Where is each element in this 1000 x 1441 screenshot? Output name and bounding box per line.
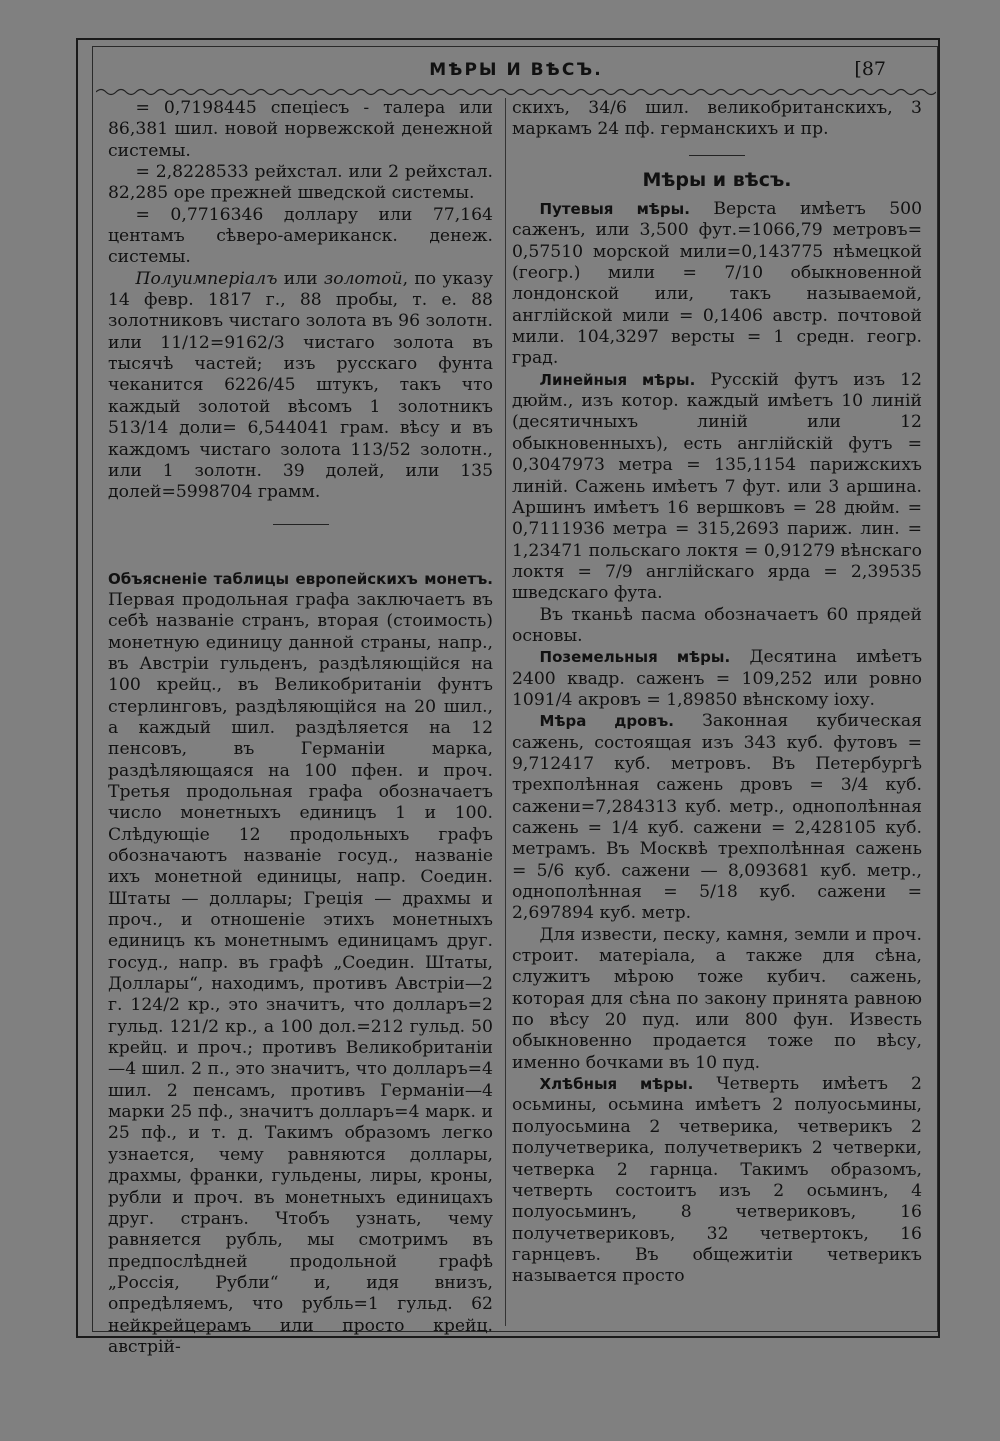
coin-paragraph: = 0,7198445 спецiесъ - талера или 86,381 шил. новой норвежской денежной системы. [108, 98, 493, 161]
linear-text: Русскiй футъ изъ 12 дюйм., изъ котор. каждый имѣетъ 10 линiй (десятичныхъ линiй или 12 обыкновенныхъ), есть англiйскiй футъ = 0,3047973 метра = 135,1154 парижскихъ линiй. Сажень имѣетъ 7 фут. или 3 аршина. Аршинъ имѣетъ 16 вершковъ = 28 дюйм. = 0,7111936 метра = 315,2693 париж. лин. = 1,23471 польскаго локтя = 0,91279 вѣнскаго локтя = 7/9 англiйскаго ярда = 2,39535 шведскаго фута. [512, 369, 922, 604]
column-divider [505, 98, 506, 1326]
land-label: Поземельныя мѣры. [539, 648, 731, 667]
continuation-paragraph: скихъ, 34/6 шил. великобританскихъ, 3 маркамъ 24 пф. германскихъ и пр. [512, 98, 922, 140]
section-separator [273, 524, 329, 525]
wavy-header-rule [96, 87, 936, 97]
coin-paragraph: = 0,7716346 доллару или 77,164 центамъ сѣверо-американск. денеж. системы. [108, 204, 493, 268]
section-separator [689, 155, 745, 156]
text-segment: , по указу 14 февр. 1817 г., 88 пробы, т. е. 88 золотниковъ чистаго золота въ 96 золотн. или 11/12=9162/3 чистаго золота въ тысячѣ частей; изъ русскаго фунта чеканится 6226/45 штукъ, такъ что каждый золотой вѣсомъ 1 золотникъ 513/14 доли= 6,544041 грам. вѣсу и въ каждомъ чистаго золота 113/52 золотн., или 1 золотн. 39 долей, или 135 долей=5998704 грамм. [108, 268, 493, 503]
linear-paragraph [512, 370, 922, 605]
explanation-text: Первая продольная графа заключаетъ въ себѣ названiе странъ, вторая (стоимость) монетную единицу данной страны, напр., въ Австрiи гульденъ, раздѣляющiйся на 100 крейц., въ Великобританiи фунтъ стерлинговъ, раздѣляющiйся на 20 шил., а каждый шил. раздѣляется на 12 пенсовъ, въ Германiи марка, раздѣляющаяся на 100 пфен. и проч. Третья продольная графа обозначаетъ число монетныхъ единицъ 1 и 100. Слѣдующiе 12 продольныхъ графъ обозначаютъ названiе госуд., названiе ихъ монетной единицы, напр. Соедин. Штаты — доллары; Грецiя — драхмы и проч., и отношенiе этихъ монетныхъ единицъ къ монетнымъ единицамъ друг. госуд., напр. въ графѣ „Соедин. Штаты, Доллары“, находимъ, противъ Австрiи—2 г. 124/2 кр., это значитъ, что долларъ=2 гульд. 121/2 кр., а 100 дол.=212 гульд. 50 крейц. и проч.; противъ Великобританiи—4 шил. 2 п., это значитъ, что долларъ=4 шил. 2 пенсамъ, противъ Германiи—4 марки 25 пф., значитъ долларъ=4 марк. и 25 пф., и т. д. Такимъ образомъ легко узнается, чему равняются доллары, драхмы, франки, гульдены, лиры, кроны, рубли и проч. въ монетныхъ единицахъ друг. странъ. Чтобъ узнать, чему равняется рубль, мы смотримъ въ предпослѣдней продольной графѣ „Россiя, Рубли“ и, идя внизъ, опредѣляемъ, что рубль=1 гульд. 62 нейкрейцерамъ или просто крейц. австрiй- [108, 589, 493, 1357]
pasma-paragraph: Въ тканьѣ пасма обозначаетъ 60 прядей основы. [512, 604, 922, 646]
page-header [96, 56, 936, 86]
land-text: Десятина имѣетъ 2400 квадр. саженъ = 109,252 или ровно 1091/4 акровъ = 1,89850 вѣнскому iоху. [512, 647, 923, 710]
linear-label: Линейныя мѣры. [539, 370, 696, 389]
grain-paragraph [512, 1074, 922, 1287]
explanation-title: Объясненiе таблицы европейскихъ монетъ. [108, 569, 493, 588]
term-zolotoy: золотой [323, 268, 403, 289]
land-paragraph [512, 647, 922, 711]
grain-label: Хлѣбныя мѣры. [539, 1075, 694, 1094]
text-segment: или [277, 268, 324, 289]
spacer [108, 545, 493, 569]
term-poluimperial: Полуимперiалъ [135, 268, 278, 289]
travel-label: Путевыя мѣры. [539, 200, 690, 219]
wood-label: Мѣра дровъ. [539, 712, 674, 731]
wood-text: Законная кубическая сажень, состоящая изъ 343 куб. футовъ = 9,712417 куб. метровъ. Въ Петербургѣ трехполѣнная сажень дровъ = 3/4 куб. сажени=7,284313 куб. метр., однополѣнная сажень = 1/4 куб. сажени = 2,428105 куб. метрамъ. Въ Москвѣ трехполѣнная сажень = 5/6 куб. сажени — 8,093681 куб. метр., однополѣнная = 5/18 куб. сажени = 2,697894 куб. метр. [512, 711, 923, 924]
travel-paragraph [512, 199, 922, 370]
section-title: Мѣры и вѣсъ. [642, 168, 792, 191]
running-title: МѢРЫ И ВѢСЪ. [429, 60, 603, 80]
wood-paragraph [512, 711, 922, 924]
poluimperial-paragraph [108, 269, 493, 504]
grain-text: Четверть имѣетъ 2 осьмины, осьмина имѣетъ 2 полуосьмины, полуосьмина 2 четверика, четверикъ 2 получетверика, получетверикъ 2 четверки, четверка 2 гарнца. Такимъ образомъ, четверть состоитъ изъ 2 осьминъ, 4 полуосьминъ, 8 четвериковъ, 16 получетвериковъ, 32 четвертокъ, 16 гарнцевъ. Въ общежитiи четверикъ называется просто [512, 1074, 922, 1287]
lime-paragraph: Для извести, песку, камня, земли и проч. строит. матерiала, а также для сѣна, служитъ мѣрою тоже кубич. сажень, которая для сѣна по закону принята равною по вѣсу 20 пуд. или 800 фун. Известь обыкновенно продается тоже по вѣсу, именно бочками въ 10 пуд. [512, 924, 922, 1073]
explanation-paragraph [108, 569, 493, 1359]
travel-text: Верста имѣетъ 500 саженъ, или 3,500 фут.=1066,79 метровъ= 0,57510 морской мили=0,143775 нѣмецкой (геогр.) мили = 7/10 обыкновенной лондонской или, такъ называемой, англiйской мили = 0,1406 австр. почтовой мили. 104,3297 версты = 1 средн. геогр. град. [512, 199, 922, 369]
coin-paragraph: = 2,8228533 рейхстал. или 2 рейхстал. 82,285 оре прежней шведской системы. [108, 162, 493, 204]
right-column [512, 98, 922, 1288]
page-number: [87 [854, 58, 886, 80]
left-column [108, 98, 493, 1358]
